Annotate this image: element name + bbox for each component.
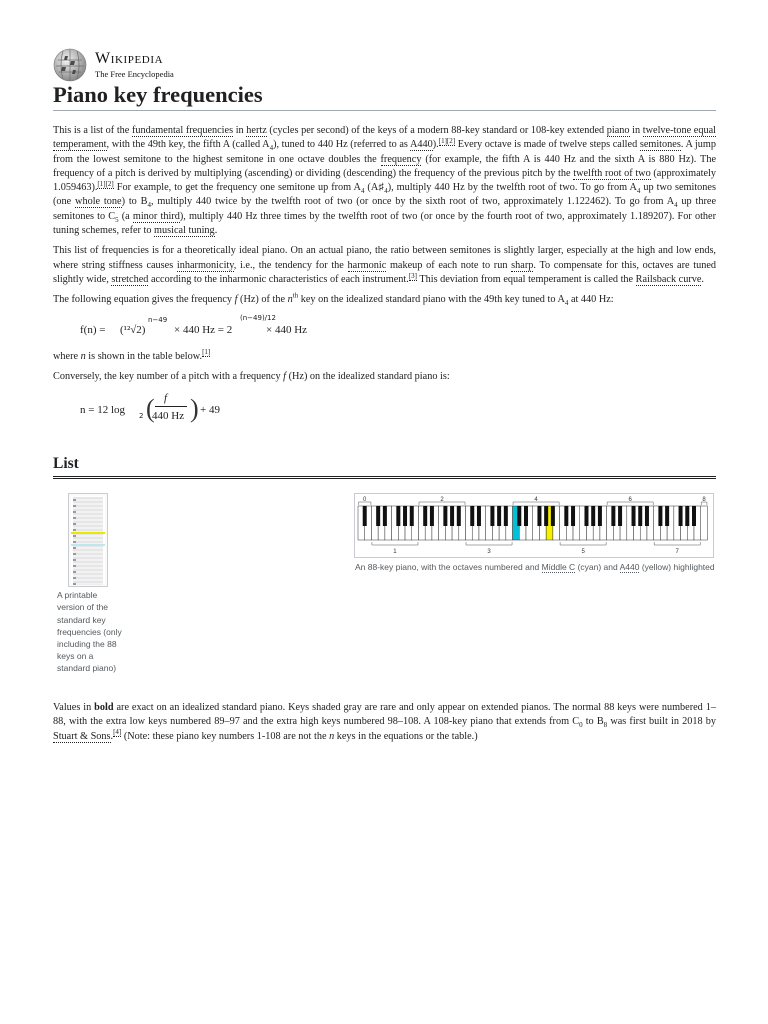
link-a440-caption[interactable]: A440 — [619, 562, 640, 573]
article-body — [53, 124, 716, 750]
figure-caption-printable: A printable version of the standard key frequencies (only including the 88 keys on a standard piano) — [57, 590, 122, 674]
piano-black-key — [679, 506, 683, 526]
paragraph-where-n: where n is shown in the table below.[1] — [53, 348, 211, 362]
octave-number-label: 7 — [675, 549, 679, 556]
piano-black-key — [665, 506, 669, 526]
wikipedia-globe-icon — [53, 48, 87, 82]
paragraph-ideal-piano: This list of frequencies is for a theoretically ideal piano. On an actual piano, the ratio between semitones is slightly larger, especially at the high and low ends, where string stiffness causes inharmonicity, i.e., the tendency for the harmonic makeup of each note to run sharp. To compensate for this, octaves are tuned slightly wide, stretched according to the inharmonic characteristics of each instrument.[3] This deviation from equal temperament is called the Railsback curve. — [53, 245, 717, 285]
piano-black-key — [423, 506, 427, 526]
piano-black-key — [490, 506, 494, 526]
thumbnail-key-mark — [73, 500, 76, 501]
piano-black-key — [376, 506, 380, 526]
piano-black-key — [497, 506, 501, 526]
piano-black-key — [564, 506, 568, 526]
piano-keyboard-figure[interactable] — [354, 493, 714, 558]
link-minor-third[interactable]: minor third — [132, 210, 180, 222]
printable-frequency-table-thumbnail[interactable] — [68, 493, 108, 587]
link-a440[interactable]: A440 — [409, 139, 433, 151]
paragraph-equation-intro: The following equation gives the frequency f (Hz) of the $n^{th}$ key on the idealized standard piano with the 49th key tuned to $A_4$ at 440 Hz: — [53, 291, 614, 308]
piano-black-key — [477, 506, 481, 526]
frequency-equation: f(n) = (¹²√2) n−49 × 440 Hz = 2 (n−49)/12 × 440 Hz — [80, 313, 308, 336]
piano-black-key — [658, 506, 662, 526]
section-heading-list: List — [53, 454, 716, 479]
piano-black-key — [470, 506, 474, 526]
link-harmonic[interactable]: harmonic — [347, 259, 387, 271]
link-twelfth-root-of-two[interactable]: twelfth root of two — [573, 167, 651, 179]
octave-number-label: 2 — [440, 497, 444, 504]
thumbnail-key-mark — [73, 530, 76, 531]
link-hertz[interactable]: hertz — [246, 125, 267, 136]
thumbnail-key-mark — [73, 542, 76, 543]
octave-bracket — [654, 542, 700, 545]
thumbnail-key-mark — [73, 572, 76, 573]
piano-black-key — [403, 506, 407, 526]
paragraph-conversely: Conversely, the key number of a pitch with a frequency f (Hz) on the idealized standard piano is: — [53, 370, 450, 382]
piano-black-key — [638, 506, 642, 526]
octave-number-label: 6 — [628, 497, 632, 504]
wordmark: Wikipedia — [95, 50, 164, 68]
wikipedia-logo[interactable] — [53, 48, 174, 82]
piano-black-key — [598, 506, 602, 526]
link-railsback-curve[interactable]: Railsback curve — [635, 273, 702, 285]
thumbnail-key-mark — [73, 554, 76, 555]
piano-black-key — [383, 506, 387, 526]
piano-black-key — [410, 506, 414, 526]
thumbnail-key-mark — [73, 548, 76, 549]
piano-black-key — [692, 506, 696, 526]
piano-black-key — [618, 506, 622, 526]
thumbnail-key-mark — [73, 512, 76, 513]
octave-number-label: 1 — [393, 549, 397, 556]
link-fundamental-frequencies[interactable]: fundamental frequencies — [131, 125, 234, 136]
link-sharp[interactable]: sharp — [511, 259, 534, 271]
piano-black-key — [457, 506, 461, 526]
figure-caption-keyboard: An 88-key piano, with the octaves numbered and Middle C (cyan) and A440 (yellow) highlighted — [355, 562, 715, 573]
reference-link[interactable]: [3] — [408, 271, 417, 280]
piano-black-key — [443, 506, 447, 526]
octave-number-label: 0 — [363, 497, 367, 504]
octave-bracket — [560, 542, 606, 545]
piano-black-key — [544, 506, 548, 526]
piano-black-key — [584, 506, 588, 526]
piano-keyboard-image — [355, 494, 713, 557]
link-semitones[interactable]: semitones — [639, 139, 681, 151]
reference-link[interactable]: [4] — [113, 728, 122, 737]
reference-link[interactable]: [1] — [202, 348, 211, 357]
paragraph-intro: This is a list of the fundamental frequencies in hertz (cycles per second) of the keys of a modern 88-key standard or 108-key extended piano in twelve-tone equal temperament, with the 49th key, the fifth A (called $A_4$), tuned to 440 Hz (referred to as A440).[1][2] Every octave is made of twelve steps called semitones. A jump from the lowest semitone to the highest semitone in one octave doubles the frequency (for example, the fifth A is 440 Hz and the sixth A is 880 Hz). The frequency of a pitch is derived by multiplying (ascending) or dividing (descending) the frequency of the previous pitch by the twelfth root of two (approximately 1.059463).[1][2] For example, to get the frequency one semitone up from $A_4$ $(A♯_4)$, multiply 440 Hz by the twelfth root of two. To go from $A_4$ up two semitones (one whole tone) to $B_4$, multiply 440 twice by the twelfth root of two (or once by the sixth root of two, approximately 1.122462). To go from $A_4$ up three semitones to $C_5$ (a minor third), multiply 440 Hz three times by the twelfth root of two (or once by the fourth root of two, approximately 1.189207). For other tuning schemes, refer to musical tuning. — [53, 125, 717, 237]
reference-link[interactable]: [1][2] — [438, 136, 456, 145]
link-piano[interactable]: piano — [606, 125, 630, 136]
paragraph-values-note: Values in bold are exact on an idealized standard piano. Keys shaded gray are rare and only appear on extended pianos. The normal 88 keys were numbered 1–88, with the extra low keys numbered 89–97 and the extra high keys numbered 98–108. A 108-key piano that extends from $C_0$ to $B_8$ was first built in 2018 by Stuart & Sons.[4] (Note: these piano key numbers 1-108 are not the n keys in the equations or the table.) — [53, 702, 717, 742]
thumbnail-key-mark — [73, 506, 76, 507]
octave-bracket — [466, 542, 512, 545]
octave-number-label: 8 — [702, 497, 706, 504]
piano-black-key — [363, 506, 367, 526]
piano-black-key — [632, 506, 636, 526]
piano-black-key — [504, 506, 508, 526]
octave-number-label: 4 — [534, 497, 538, 504]
reference-link[interactable]: [1][2] — [97, 179, 114, 188]
link-middle-c[interactable]: Middle C — [541, 562, 576, 573]
piano-white-key — [701, 506, 708, 540]
link-whole-tone[interactable]: whole tone — [75, 196, 122, 208]
thumbnail-key-mark — [73, 536, 76, 537]
piano-black-key — [645, 506, 649, 526]
link-musical-tuning[interactable]: musical tuning — [154, 225, 215, 237]
octave-bracket — [372, 542, 418, 545]
piano-black-key — [537, 506, 541, 526]
thumbnail-key-mark — [73, 578, 76, 579]
octave-number-label: 3 — [487, 549, 491, 556]
piano-black-key — [571, 506, 575, 526]
page-title: Piano key frequencies — [53, 81, 716, 111]
link-twelve-tone-equal-temperament[interactable]: twelve-tone equal temperament — [53, 125, 716, 151]
link-frequency[interactable]: frequency — [380, 153, 422, 165]
piano-black-key — [611, 506, 615, 526]
piano-black-key — [591, 506, 595, 526]
piano-black-key — [517, 506, 521, 526]
thumbnail-key-mark — [73, 560, 76, 561]
thumbnail-key-mark — [73, 584, 76, 585]
piano-black-key — [450, 506, 454, 526]
link-stretched[interactable]: stretched — [111, 273, 149, 285]
piano-black-key — [524, 506, 528, 526]
piano-black-key — [396, 506, 400, 526]
piano-black-key — [551, 506, 555, 526]
link-inharmonicity[interactable]: inharmonicity — [176, 259, 234, 271]
piano-black-key — [430, 506, 434, 526]
table-thumbnail-image — [69, 494, 107, 586]
octave-number-label: 5 — [581, 549, 585, 556]
thumbnail-key-mark — [73, 524, 76, 525]
key-number-equation: n = 12 log 2 ( f 440 Hz ) + 49 — [80, 392, 220, 424]
thumbnail-key-mark — [73, 518, 76, 519]
link-stuart-and-sons[interactable]: Stuart & Sons — [53, 730, 111, 742]
piano-black-key — [685, 506, 689, 526]
tagline: The Free Encyclopedia — [95, 69, 174, 80]
figures-row — [53, 479, 716, 701]
thumbnail-key-mark — [73, 566, 76, 567]
